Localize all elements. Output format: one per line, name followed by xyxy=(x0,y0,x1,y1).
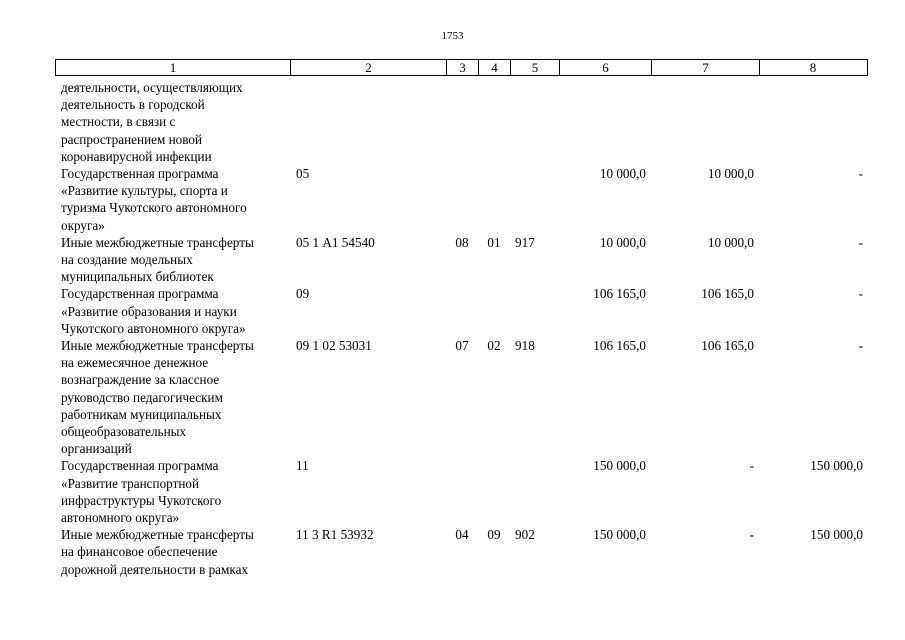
row-name-line: местности, в связи с xyxy=(61,114,176,130)
row-name-cell xyxy=(55,285,290,337)
row-name-line: деятельности, осуществляющих xyxy=(61,80,243,95)
row-name-line: работникам муниципальных xyxy=(61,406,222,422)
row-section-cell: 04 xyxy=(455,527,469,543)
row-name-line: Иные межбюджетные трансферты xyxy=(61,234,254,250)
row-name-cell xyxy=(55,234,290,286)
row-col7-cell xyxy=(651,79,759,165)
row-subsection-cell xyxy=(478,79,510,165)
row-subsection-cell: 09 xyxy=(487,527,501,543)
row-col7-cell: - xyxy=(749,527,754,543)
row-col7-cell: 10 000,0 xyxy=(707,166,754,182)
row-name-line: Государственная программа xyxy=(61,458,219,474)
row-name-line: руководство педагогическим xyxy=(61,389,223,405)
row-col6-cell xyxy=(559,79,651,165)
row-section-cell xyxy=(446,457,478,526)
row-section-cell xyxy=(446,79,478,165)
header-col-8: 8 xyxy=(809,60,817,75)
row-code-cell: 05 xyxy=(296,166,310,182)
header-col-2: 2 xyxy=(291,60,447,75)
row-name-line: туризма Чукотского автономного xyxy=(61,200,247,216)
row-name-line: округа» xyxy=(61,217,105,233)
row-name-line: «Развитие транспортной xyxy=(61,475,200,491)
row-code-cell: 09 1 02 53031 xyxy=(296,338,372,354)
row-name-line: Иные межбюджетные трансферты xyxy=(61,338,254,354)
header-col-3: 3 xyxy=(447,60,479,75)
row-col6-cell: 10 000,0 xyxy=(599,234,646,250)
row-section-cell xyxy=(446,165,478,234)
row-subsection-cell xyxy=(478,457,510,526)
header-col-1: 1 xyxy=(56,60,291,75)
row-col7-cell: 10 000,0 xyxy=(707,234,754,250)
row-admin-cell: 902 xyxy=(515,527,535,543)
row-subsection-cell xyxy=(478,165,510,234)
row-name-line: муниципальных библиотек xyxy=(61,269,214,285)
row-name-line: общеобразовательных xyxy=(61,424,187,440)
header-col-6: 6 xyxy=(560,60,652,75)
row-col6-cell: 150 000,0 xyxy=(593,527,646,543)
table-row xyxy=(55,79,868,165)
row-col8-cell: - xyxy=(858,234,863,250)
row-col6-cell: 150 000,0 xyxy=(593,458,646,474)
row-col8-cell: 150 000,0 xyxy=(810,458,863,474)
row-name-line: коронавирусной инфекции xyxy=(61,148,212,164)
table-row xyxy=(55,526,868,578)
row-name-line: Иные межбюджетные трансферты xyxy=(61,527,254,543)
row-code-cell: 09 xyxy=(296,286,310,302)
row-col8-cell: - xyxy=(858,166,863,182)
row-name-line: дорожной деятельности в рамках xyxy=(61,561,249,577)
row-col6-cell: 10 000,0 xyxy=(599,166,646,182)
row-admin-cell: 918 xyxy=(515,338,535,354)
row-admin-cell xyxy=(510,79,559,165)
row-name-cell xyxy=(55,457,290,526)
table-row xyxy=(55,337,868,457)
row-col6-cell: 106 165,0 xyxy=(593,338,646,354)
header-col-4: 4 xyxy=(479,60,511,75)
row-name-line: Государственная программа xyxy=(61,286,219,302)
row-name-line: на создание модельных xyxy=(61,252,193,268)
row-col7-cell: 106 165,0 xyxy=(701,286,754,302)
row-code-cell xyxy=(290,79,446,165)
row-name-line: на ежемесячное денежное xyxy=(61,355,209,371)
row-name-line: «Развитие культуры, спорта и xyxy=(61,183,228,199)
row-name-cell xyxy=(55,526,290,578)
row-name-cell xyxy=(55,79,290,165)
table-header xyxy=(55,59,868,76)
table-row xyxy=(55,285,868,337)
row-subsection-cell xyxy=(478,285,510,337)
page-number: 1753 xyxy=(441,30,464,42)
row-code-cell: 11 3 R1 53932 xyxy=(296,527,374,543)
row-code-cell: 05 1 А1 54540 xyxy=(296,234,375,250)
row-name-cell xyxy=(55,337,290,457)
row-name-line: на финансовое обеспечение xyxy=(61,544,218,560)
row-name-line: вознаграждение за классное xyxy=(61,372,220,388)
row-col8-cell xyxy=(759,79,868,165)
row-name-line: распространением новой xyxy=(61,131,203,147)
row-name-line: автономного округа» xyxy=(61,510,180,526)
table-row xyxy=(55,234,868,286)
row-name-line: организаций xyxy=(61,441,132,457)
header-col-5: 5 xyxy=(511,60,560,75)
row-name-line: Государственная программа xyxy=(61,166,219,182)
row-subsection-cell: 02 xyxy=(487,338,501,354)
row-section-cell xyxy=(446,285,478,337)
row-name-line: инфраструктуры Чукотского xyxy=(61,492,222,508)
row-col6-cell: 106 165,0 xyxy=(593,286,646,302)
row-admin-cell: 917 xyxy=(515,234,535,250)
row-col8-cell: 150 000,0 xyxy=(810,527,863,543)
row-col8-cell: - xyxy=(858,286,863,302)
row-subsection-cell: 01 xyxy=(487,234,501,250)
table-row xyxy=(55,457,868,526)
row-section-cell: 07 xyxy=(455,338,469,354)
row-name-line: деятельность в городской xyxy=(61,97,205,113)
row-section-cell: 08 xyxy=(455,234,469,250)
row-admin-cell xyxy=(510,457,559,526)
header-col-7: 7 xyxy=(652,60,760,75)
row-name-line: «Развитие образования и науки xyxy=(61,303,237,319)
row-col7-cell: - xyxy=(749,458,754,474)
table-body xyxy=(55,79,868,578)
row-col7-cell: 106 165,0 xyxy=(701,338,754,354)
row-admin-cell xyxy=(510,285,559,337)
row-name-line: Чукотского автономного округа» xyxy=(61,320,246,336)
row-col8-cell: - xyxy=(858,338,863,354)
table-row xyxy=(55,165,868,234)
row-admin-cell xyxy=(510,165,559,234)
row-name-cell xyxy=(55,165,290,234)
row-code-cell: 11 xyxy=(296,458,309,474)
